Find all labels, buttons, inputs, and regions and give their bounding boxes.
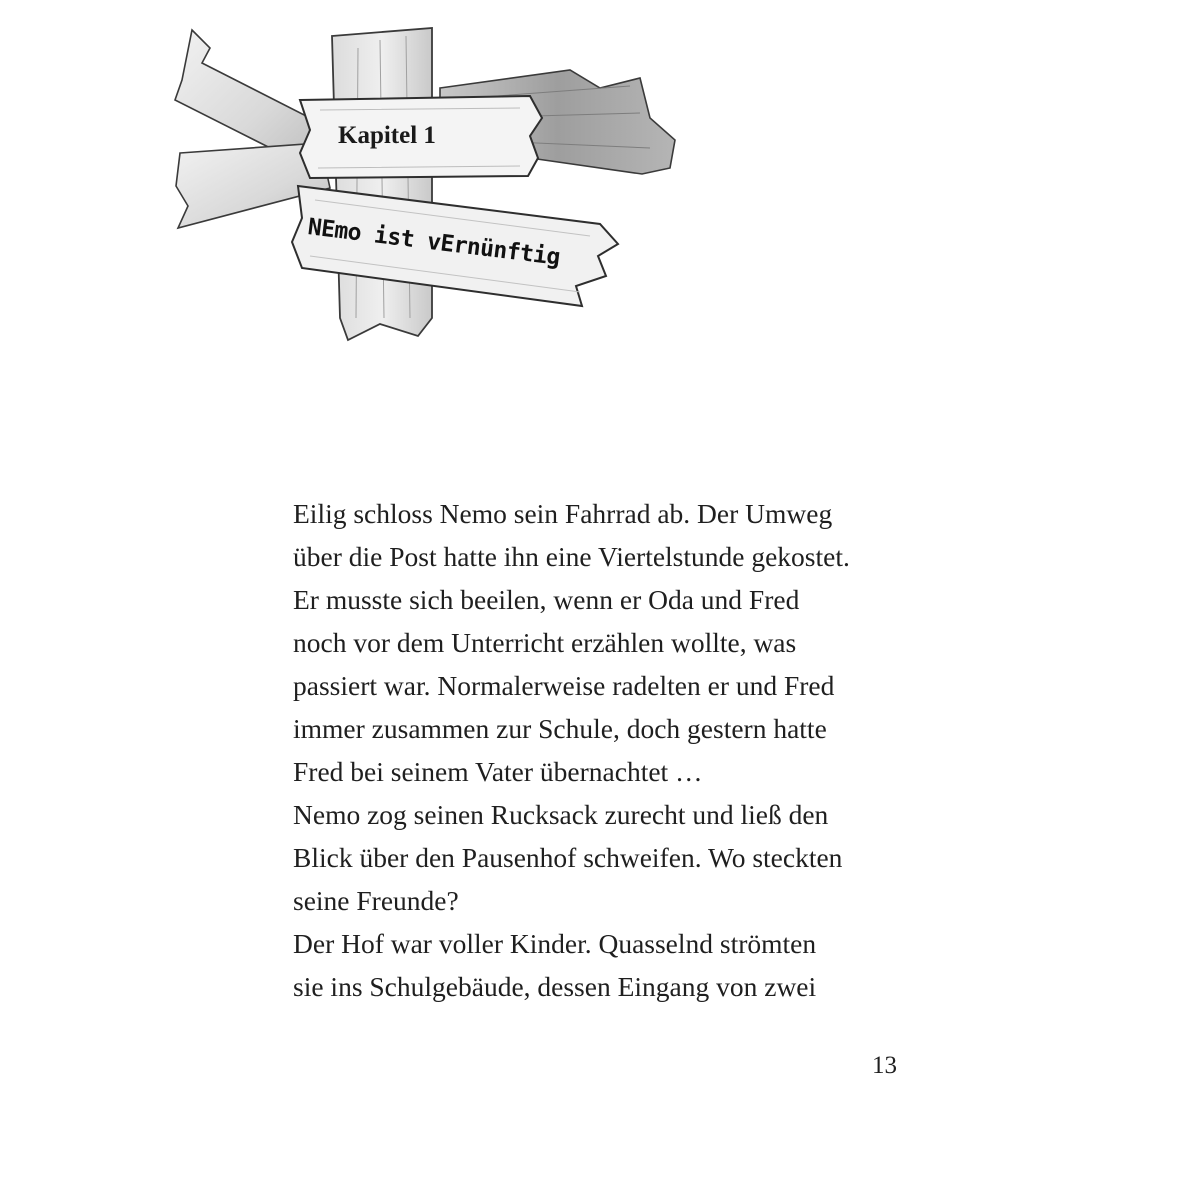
page-number: 13 [872, 1052, 897, 1079]
text-line: Blick über den Pausenhof schweifen. Wo steckten [293, 842, 843, 873]
text-line: Nemo zog seinen Rucksack zurecht und ließ den [293, 799, 829, 830]
text-line: seine Freunde? [293, 885, 459, 916]
text-line: Fred bei seinem Vater übernachtet … [293, 756, 703, 787]
chapter-signpost [170, 18, 690, 348]
chapter-label: Kapitel 1 [338, 122, 436, 149]
text-line: Eilig schloss Nemo sein Fahrrad ab. Der Umweg [293, 498, 833, 529]
text-line: Der Hof war voller Kinder. Quasselnd strömten [293, 928, 817, 959]
chapter-title: NEmo ist vErnünftig [306, 214, 562, 271]
text-line: noch vor dem Unterricht erzählen wollte, was [293, 627, 797, 658]
text-line: passiert war. Normalerweise radelten er und Fred [293, 670, 835, 701]
text-line: immer zusammen zur Schule, doch gestern hatte [293, 713, 827, 744]
signpost-drawing [170, 18, 690, 348]
body-text [293, 492, 933, 1008]
text-line: Er musste sich beeilen, wenn er Oda und Fred [293, 584, 800, 615]
text-line: über die Post hatte ihn eine Viertelstunde gekostet. [293, 541, 850, 572]
text-line: sie ins Schulgebäude, dessen Eingang von zwei [293, 971, 817, 1002]
